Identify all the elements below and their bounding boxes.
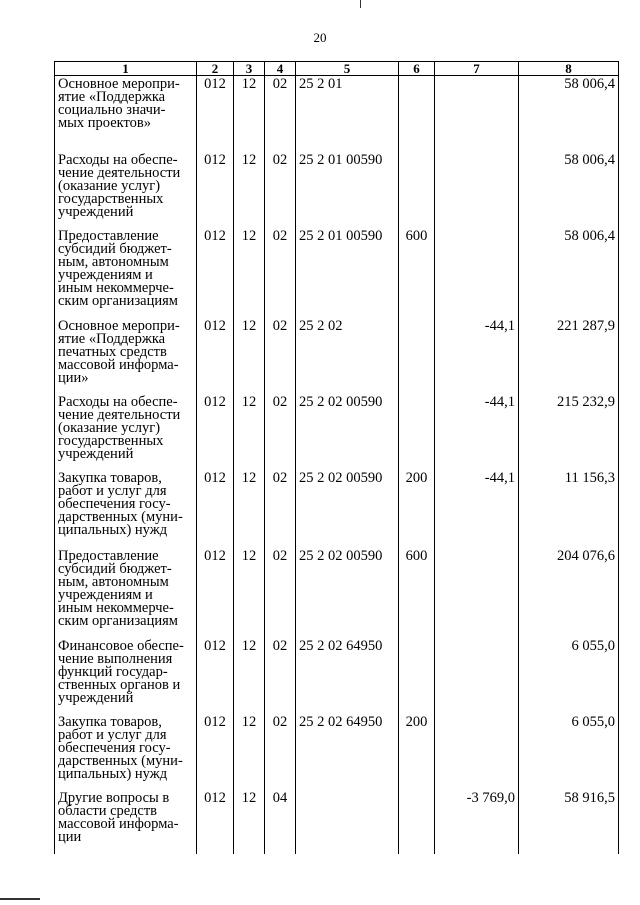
header-cell-7: 7 xyxy=(435,62,519,76)
header-cell-1: 1 xyxy=(55,62,197,76)
table-cell-name: Закупка товаров, работ и услуг для обеспечения госу- дарственных (муни- ципальных) нужд xyxy=(55,714,197,790)
table-cell-col8: 6 055,0 xyxy=(519,714,619,790)
table-cell-col8: 58 006,4 xyxy=(519,228,619,318)
table-cell-col8: 6 055,0 xyxy=(519,638,619,714)
table-row xyxy=(55,638,619,714)
table-row xyxy=(55,152,619,228)
table-cell-col6 xyxy=(399,394,435,470)
table-row xyxy=(55,548,619,638)
header-cell-8: 8 xyxy=(519,62,619,76)
table-cell-name: Закупка товаров, работ и услуг для обеспечения госу- дарственных (муни- ципальных) нужд xyxy=(55,470,197,548)
table-row xyxy=(55,470,619,548)
table-row xyxy=(55,790,619,854)
table-cell-col6 xyxy=(399,76,435,152)
table-cell-col7 xyxy=(435,76,519,152)
table-cell-col6 xyxy=(399,318,435,394)
budget-table xyxy=(54,61,619,854)
table-cell-col3: 12 xyxy=(234,638,265,714)
table-cell-col7: -3 769,0 xyxy=(435,790,519,854)
table-cell-col2: 012 xyxy=(197,470,234,548)
table-cell-col8: 221 287,9 xyxy=(519,318,619,394)
table-cell-name: Предоставление субсидий бюджет- ным, автономным учреждениям и иным некоммерче- ским организациям xyxy=(55,548,197,638)
table-cell-col8: 204 076,6 xyxy=(519,548,619,638)
table-cell-col4: 02 xyxy=(265,548,296,638)
table-cell-col6: 600 xyxy=(399,228,435,318)
table-cell-col2: 012 xyxy=(197,548,234,638)
table-cell-col6: 200 xyxy=(399,714,435,790)
table-cell-col4: 02 xyxy=(265,714,296,790)
table-row xyxy=(55,76,619,152)
table-cell-col5: 25 2 02 00590 xyxy=(296,394,399,470)
table-cell-col6: 200 xyxy=(399,470,435,548)
table-cell-col7 xyxy=(435,152,519,228)
table-cell-name: Расходы на обеспе- чение деятельности (оказание услуг) государственных учреждений xyxy=(55,152,197,228)
header-cell-4: 4 xyxy=(265,62,296,76)
table-row xyxy=(55,318,619,394)
table-cell-col7: -44,1 xyxy=(435,470,519,548)
table-row xyxy=(55,228,619,318)
table-cell-name: Основное меропри- ятие «Поддержка печатных средств массовой информа- ции» xyxy=(55,318,197,394)
table-cell-col8: 215 232,9 xyxy=(519,394,619,470)
table-cell-col5: 25 2 02 00590 xyxy=(296,470,399,548)
table-cell-col8: 11 156,3 xyxy=(519,470,619,548)
page-number: 20 xyxy=(313,30,327,45)
table-cell-col2: 012 xyxy=(197,318,234,394)
table-cell-col3: 12 xyxy=(234,318,265,394)
table-cell-col4: 02 xyxy=(265,638,296,714)
table-row xyxy=(55,394,619,470)
table-cell-col3: 12 xyxy=(234,714,265,790)
table-cell-col7 xyxy=(435,714,519,790)
table-cell-col5: 25 2 02 64950 xyxy=(296,638,399,714)
table-cell-col8: 58 006,4 xyxy=(519,152,619,228)
table-cell-col2: 012 xyxy=(197,76,234,152)
table-cell-col7 xyxy=(435,228,519,318)
table-cell-col3: 12 xyxy=(234,228,265,318)
table-cell-col7: -44,1 xyxy=(435,318,519,394)
table-cell-col4: 02 xyxy=(265,76,296,152)
table-cell-name: Основное меропри- ятие «Поддержка социально значи- мых проектов» xyxy=(55,76,197,152)
table-cell-col3: 12 xyxy=(234,790,265,854)
table-cell-col5: 25 2 01 00590 xyxy=(296,152,399,228)
table-cell-col6: 600 xyxy=(399,548,435,638)
table-cell-col4: 04 xyxy=(265,790,296,854)
table-cell-col3: 12 xyxy=(234,470,265,548)
table-cell-col6 xyxy=(399,152,435,228)
table-cell-col4: 02 xyxy=(265,318,296,394)
table-cell-col5: 25 2 02 00590 xyxy=(296,548,399,638)
table-cell-col4: 02 xyxy=(265,394,296,470)
table-cell-col2: 012 xyxy=(197,790,234,854)
table-cell-col2: 012 xyxy=(197,228,234,318)
table-cell-name: Финансовое обеспе- чение выполнения функций государ- ственных органов и учреждений xyxy=(55,638,197,714)
header-cell-2: 2 xyxy=(197,62,234,76)
table-cell-name: Расходы на обеспе- чение деятельности (оказание услуг) государственных учреждений xyxy=(55,394,197,470)
table-cell-col4: 02 xyxy=(265,152,296,228)
table-cell-col3: 12 xyxy=(234,76,265,152)
table-cell-col7 xyxy=(435,638,519,714)
header-row xyxy=(55,62,619,76)
table-cell-col5: 25 2 01 00590 xyxy=(296,228,399,318)
table-cell-col5: 25 2 02 xyxy=(296,318,399,394)
table-cell-col4: 02 xyxy=(265,470,296,548)
table-row xyxy=(55,714,619,790)
table-cell-col6 xyxy=(399,790,435,854)
table-cell-col4: 02 xyxy=(265,228,296,318)
table-cell-col8: 58 916,5 xyxy=(519,790,619,854)
scan-mark xyxy=(360,0,361,8)
table-cell-col7 xyxy=(435,548,519,638)
table-cell-col7: -44,1 xyxy=(435,394,519,470)
scan-mark-bottom xyxy=(0,898,40,900)
table-cell-col5: 25 2 02 64950 xyxy=(296,714,399,790)
table-cell-col5 xyxy=(296,790,399,854)
table-cell-col2: 012 xyxy=(197,714,234,790)
table-cell-name: Предоставление субсидий бюджет- ным, автономным учреждениям и иным некоммерче- ским организациям xyxy=(55,228,197,318)
table-cell-name: Другие вопросы в области средств массовой информа- ции xyxy=(55,790,197,854)
header-cell-5: 5 xyxy=(296,62,399,76)
table-cell-col3: 12 xyxy=(234,548,265,638)
table-cell-col2: 012 xyxy=(197,638,234,714)
table-cell-col2: 012 xyxy=(197,152,234,228)
table-cell-col3: 12 xyxy=(234,152,265,228)
table-cell-col3: 12 xyxy=(234,394,265,470)
table-cell-col8: 58 006,4 xyxy=(519,76,619,152)
table-cell-col2: 012 xyxy=(197,394,234,470)
header-cell-3: 3 xyxy=(234,62,265,76)
table-cell-col5: 25 2 01 xyxy=(296,76,399,152)
table-cell-col6 xyxy=(399,638,435,714)
header-cell-6: 6 xyxy=(399,62,435,76)
